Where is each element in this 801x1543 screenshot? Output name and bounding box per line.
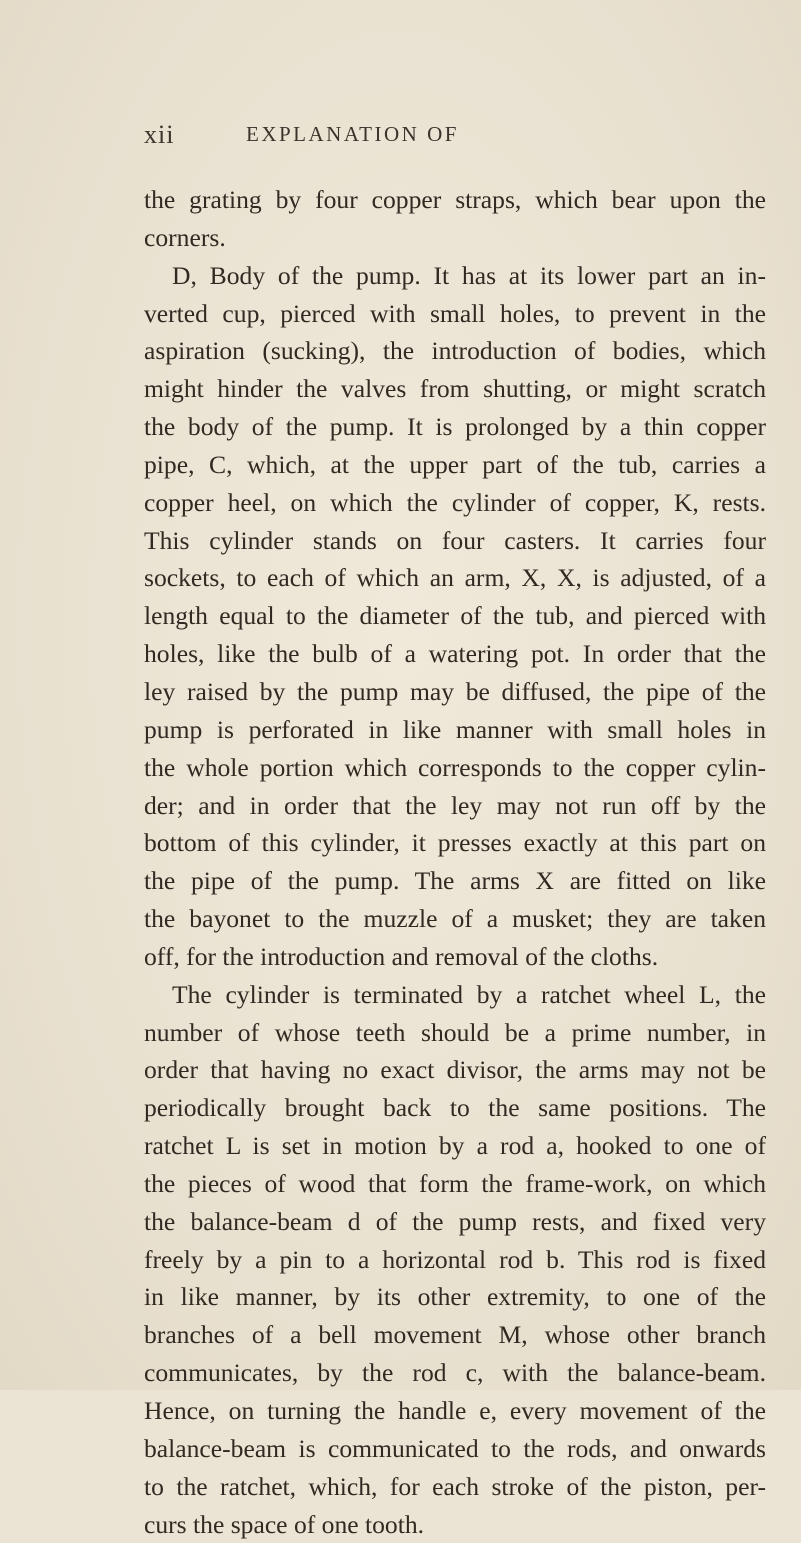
text-line: periodically brought back to the same positions. The bbox=[144, 1093, 766, 1123]
text-line: the bayonet to the muzzle of a musket; they are taken bbox=[144, 904, 766, 934]
text-line: der; and in order that the ley may not run off by the bbox=[144, 790, 766, 820]
text-line: ratchet L is set in motion by a rod a, hooked to one of bbox=[144, 1131, 766, 1161]
text-line: balance-beam is communicated to the rods, and onwards bbox=[144, 1433, 766, 1463]
text-line: sockets, to each of which an arm, X, X, is adjusted, of a bbox=[144, 563, 766, 593]
page-header bbox=[144, 120, 764, 160]
text-line: copper heel, on which the cylinder of copper, K, rests. bbox=[144, 487, 766, 517]
text-line: bottom of this cylinder, it presses exactly at this part on bbox=[144, 828, 766, 858]
text-line: the whole portion which corresponds to the copper cylin- bbox=[144, 752, 766, 782]
text-line: curs the space of one tooth. bbox=[144, 1509, 425, 1539]
text-line: the body of the pump. It is prolonged by a thin copper bbox=[144, 412, 766, 442]
text-line: to the ratchet, which, for each stroke of the piston, per- bbox=[144, 1471, 766, 1501]
text-line: the pipe of the pump. The arms X are fitted on like bbox=[144, 866, 766, 896]
text-line: aspiration (sucking), the introduction of bodies, which bbox=[144, 336, 766, 366]
text-line: pump is perforated in like manner with small holes in bbox=[144, 714, 766, 744]
text-line: ley raised by the pump may be diffused, the pipe of the bbox=[144, 676, 766, 706]
page-number: xii bbox=[144, 120, 175, 149]
text-line: freely by a pin to a horizontal rod b. This rod is fixed bbox=[144, 1244, 766, 1274]
text-line: corners. bbox=[144, 222, 226, 252]
body-text bbox=[144, 181, 766, 1543]
paragraph-start-line: The cylinder is terminated by a ratchet wheel L, the bbox=[172, 979, 766, 1009]
text-line: the pieces of wood that form the frame-work, on which bbox=[144, 1168, 766, 1198]
text-line: number of whose teeth should be a prime number, in bbox=[144, 1017, 766, 1047]
text-line: This cylinder stands on four casters. It carries four bbox=[144, 525, 766, 555]
text-line: the grating by four copper straps, which bear upon the bbox=[144, 185, 766, 214]
text-line: Hence, on turning the handle e, every movement of the bbox=[144, 1396, 766, 1425]
text-line: the balance-beam d of the pump rests, and fixed very bbox=[144, 1206, 766, 1236]
text-line: in like manner, by its other extremity, to one of the bbox=[144, 1282, 766, 1312]
paragraph-start-line: D, Body of the pump. It has at its lower part an in- bbox=[172, 260, 766, 290]
text-line: holes, like the bulb of a watering pot. In order that the bbox=[144, 639, 766, 669]
text-line: order that having no exact divisor, the arms may not be bbox=[144, 1055, 766, 1085]
text-line: communicates, by the rod c, with the balance-beam. bbox=[144, 1358, 766, 1388]
text-line: branches of a bell movement M, whose other branch bbox=[144, 1320, 766, 1350]
text-line: length equal to the diameter of the tub, and pierced with bbox=[144, 601, 766, 631]
text-line: off, for the introduction and removal of the cloths. bbox=[144, 941, 659, 971]
text-line: pipe, C, which, at the upper part of the tub, carries a bbox=[144, 449, 766, 479]
text-line: might hinder the valves from shutting, or might scratch bbox=[144, 374, 766, 404]
running-head: EXPLANATION OF bbox=[246, 122, 459, 146]
text-line: verted cup, pierced with small holes, to prevent in the bbox=[144, 298, 766, 328]
